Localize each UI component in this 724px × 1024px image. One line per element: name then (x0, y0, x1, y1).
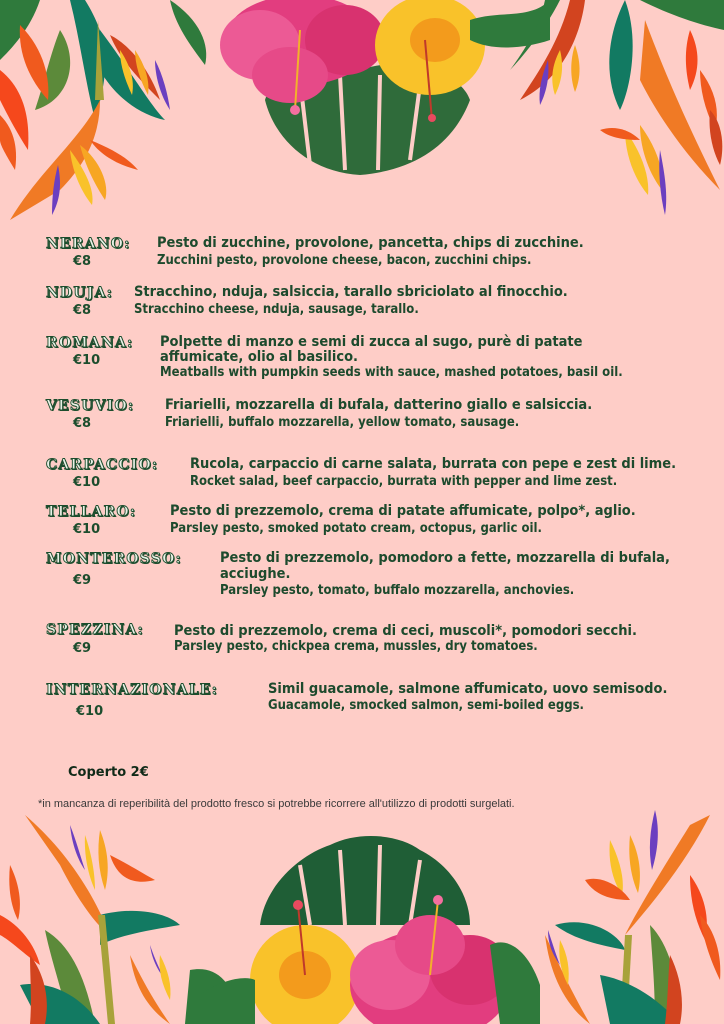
dish-description-en: Zucchini pesto, provolone cheese, bacon, zucchini chips. (157, 253, 532, 268)
dish-price: €10 (76, 704, 104, 719)
dish-description-it: Pesto di prezzemolo, pomodoro a fette, mozzarella di bufala, (220, 550, 670, 566)
frozen-products-footnote: *in mancanza di reperibilità del prodotto fresco si potrebbe ricorrere all'utilizzo di prodotti surgelati. (38, 798, 515, 810)
dish-description-en: Friarielli, buffalo mozzarella, yellow tomato, sausage. (165, 415, 520, 430)
dish-description-en: Rocket salad, beef carpaccio, burrata with pepper and lime zest. (190, 474, 618, 489)
dish-price: €10 (73, 475, 101, 490)
dish-description-it-line2: acciughe. (220, 566, 291, 582)
dish-name: NERANO: (46, 236, 131, 252)
dish-description-it: Pesto di prezzemolo, crema di patate affumicate, polpo*, aglio. (170, 503, 636, 519)
dish-price: €10 (73, 522, 101, 537)
dish-description-it: Friarielli, mozzarella di bufala, datterino giallo e salsiccia. (165, 397, 593, 413)
dish-description-en: Parsley pesto, tomato, buffalo mozzarella, anchovies. (220, 583, 575, 598)
dish-description-en: Parsley pesto, smoked potato cream, octopus, garlic oil. (170, 521, 542, 536)
dish-price: €8 (73, 254, 92, 269)
bird-of-paradise-left-icon (0, 0, 206, 220)
dish-price: €9 (73, 573, 92, 588)
dish-description-it: Simil guacamole, salmone affumicato, uovo semisodo. (268, 681, 668, 697)
dish-price: €8 (73, 416, 92, 431)
top-floral-decoration (0, 0, 724, 230)
bottom-floral-decoration (0, 805, 724, 1024)
dish-name: VESUVIO: (46, 398, 135, 414)
dish-name: ROMANA: (46, 335, 134, 351)
dish-name: TELLARO: (46, 504, 137, 520)
dish-price: €8 (73, 303, 92, 318)
monstera-leaf-icon (260, 836, 470, 925)
bird-of-paradise-right-icon (545, 810, 720, 1024)
dish-description-en: Stracchino cheese, nduja, sausage, tarallo. (134, 302, 419, 317)
cover-charge: Coperto 2€ (68, 765, 149, 780)
dish-price: €10 (73, 353, 101, 368)
dish-name: CARPACCIO: (46, 457, 159, 473)
dish-description-en: Parsley pesto, chickpea crema, mussles, dry tomatoes. (174, 639, 538, 654)
dish-description-en: Guacamole, smocked salmon, semi-boiled eggs. (268, 698, 584, 713)
dish-name: MONTEROSSO: (46, 551, 182, 567)
dish-description-it-line2: affumicate, olio al basilico. (160, 349, 359, 365)
dish-description-en: Meatballs with pumpkin seeds with sauce, mashed potatoes, basil oil. (160, 365, 623, 380)
dish-name: NDUJA: (46, 285, 114, 301)
dish-description-it: Stracchino, nduja, salsiccia, tarallo sbriciolato al finocchio. (134, 284, 568, 300)
dish-description-it: Polpette di manzo e semi di zucca al sugo, purè di patate (160, 334, 583, 350)
dish-description-it: Rucola, carpaccio di carne salata, burrata con pepe e zest di lime. (190, 456, 677, 472)
dish-name: SPEZZINA: (46, 622, 144, 638)
dish-description-it: Pesto di zucchine, provolone, pancetta, chips di zucchine. (157, 235, 584, 251)
dish-price: €9 (73, 641, 92, 656)
dish-name: INTERNAZIONALE: (46, 682, 219, 698)
dish-description-it: Pesto di prezzemolo, crema di ceci, muscoli*, pomodori secchi. (174, 623, 637, 639)
